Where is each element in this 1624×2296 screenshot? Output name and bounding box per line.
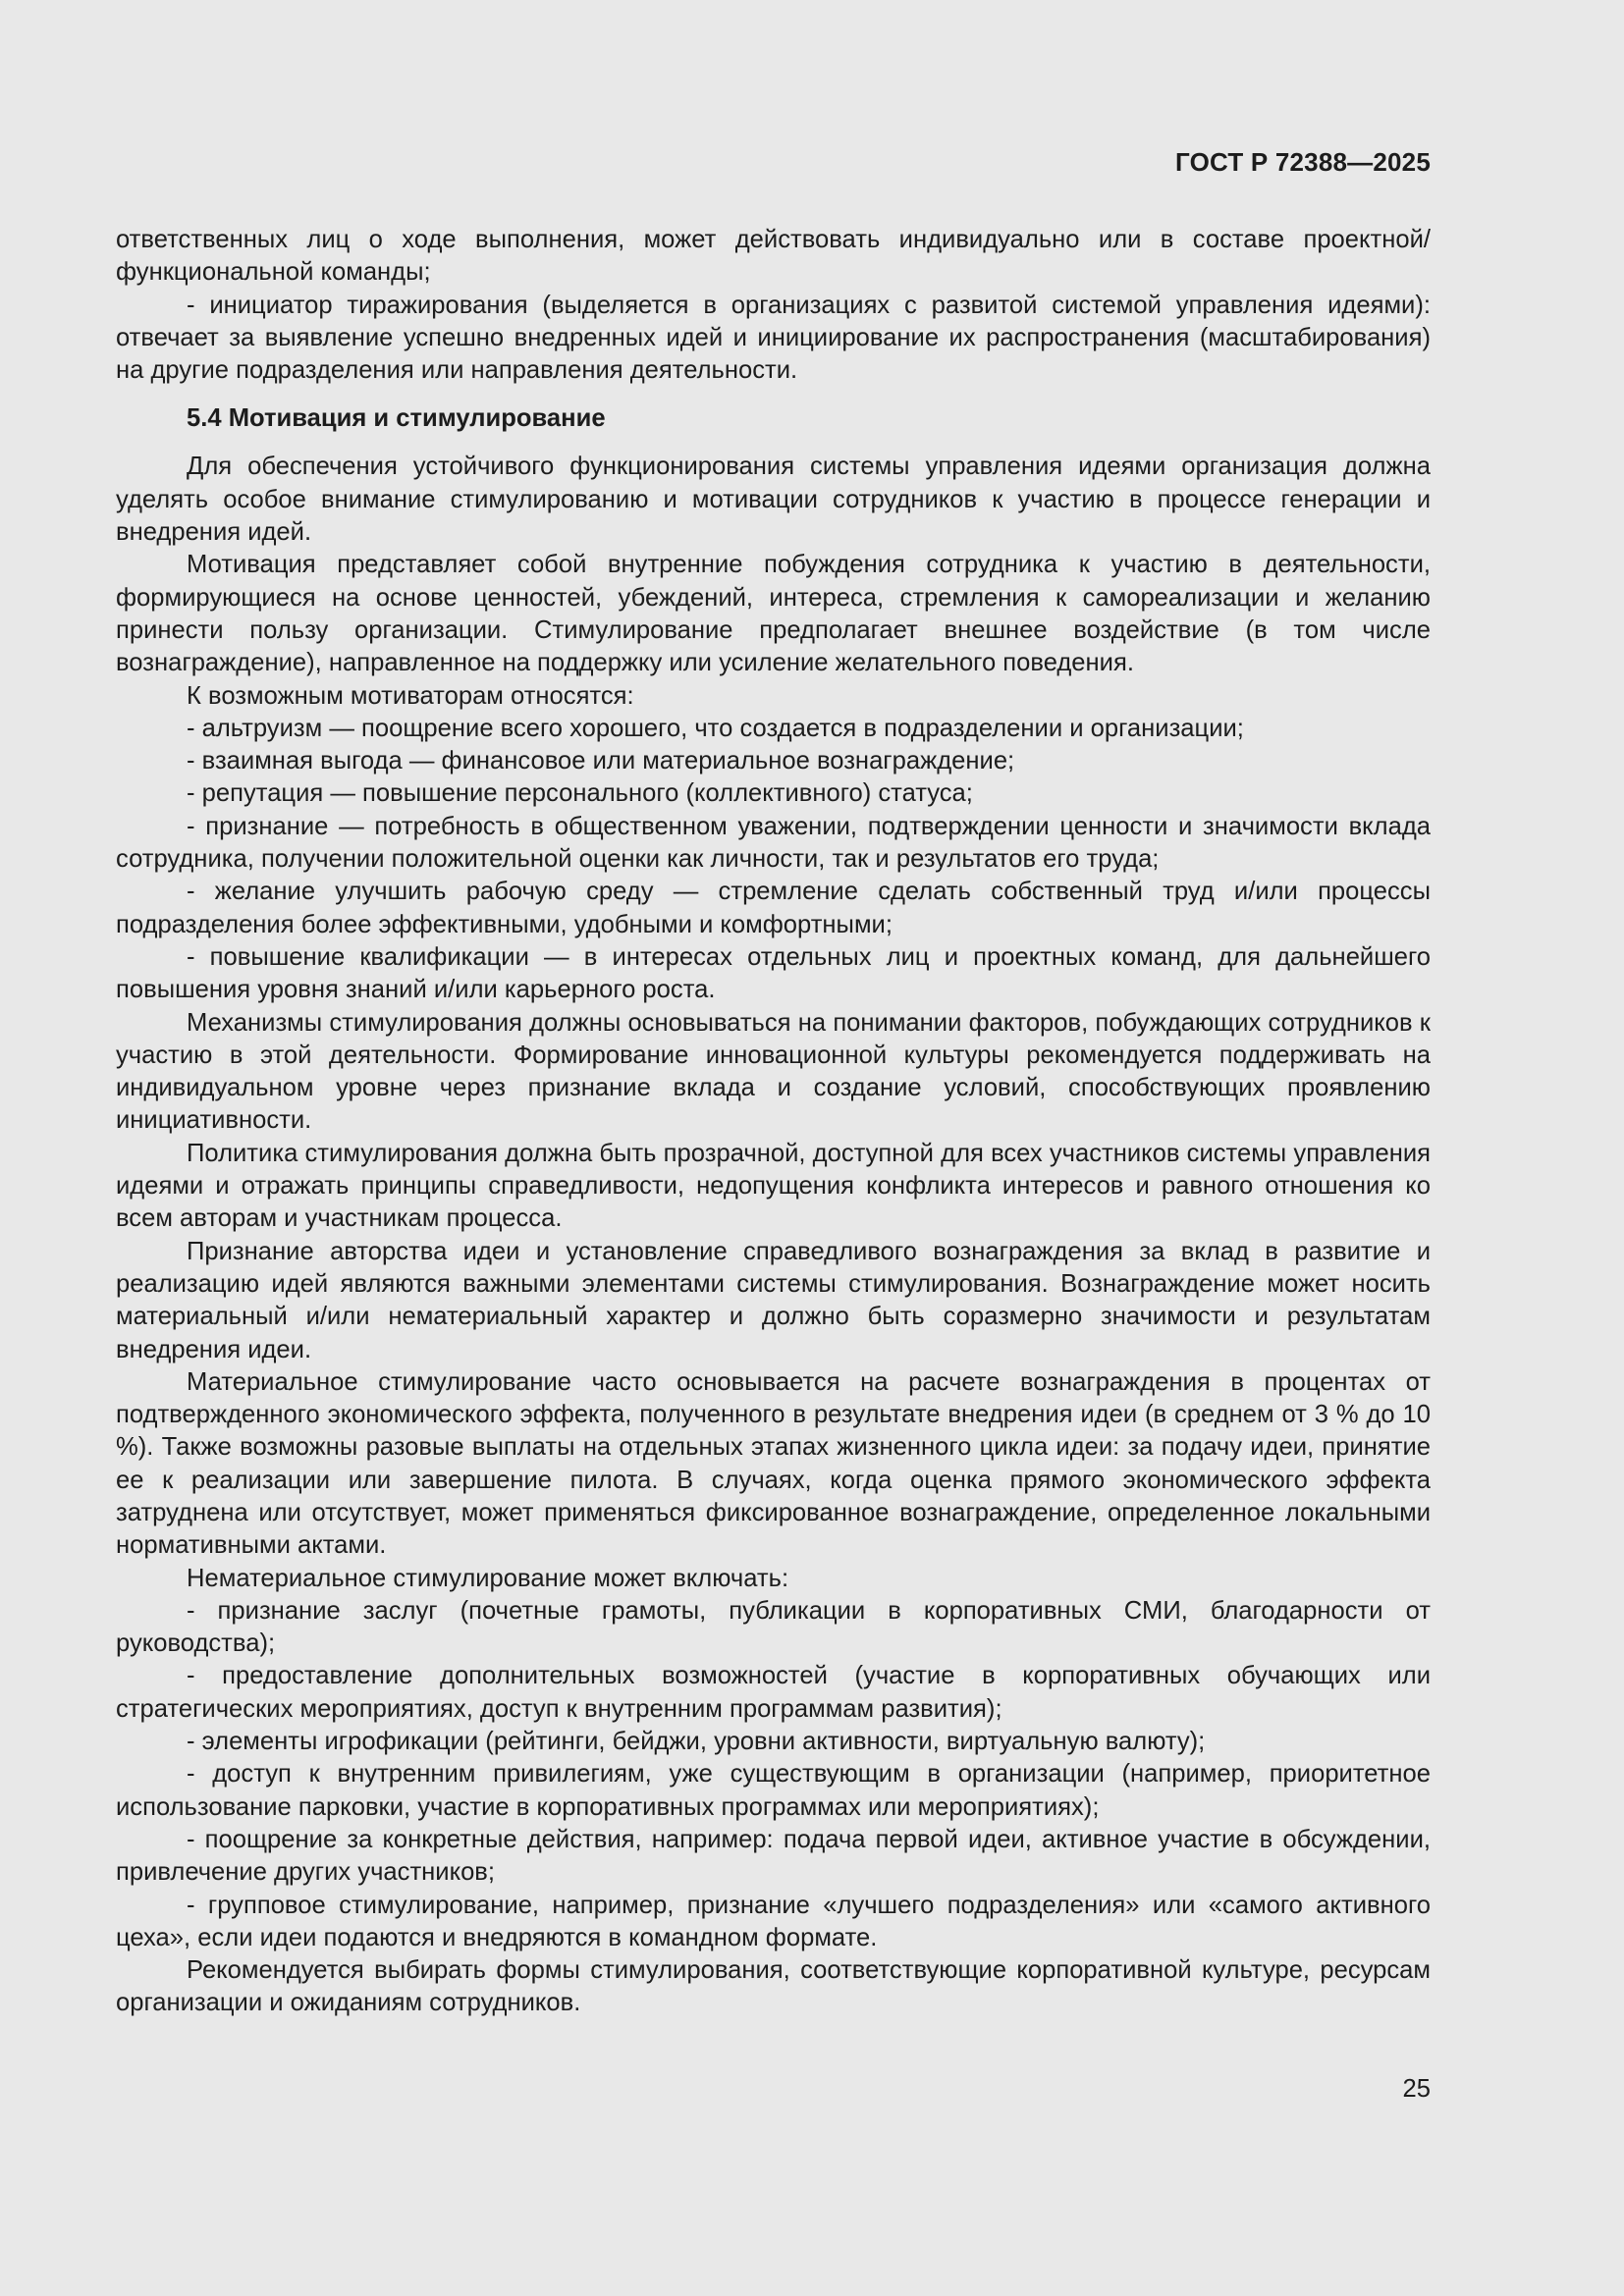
list-item: - признание заслуг (почетные грамоты, публикации в корпоративных СМИ, благодарности от руководства);: [116, 1596, 1431, 1658]
section-5-3-continuation: [116, 224, 1431, 387]
list-item: - альтруизм — поощрение всего хорошего, что создается в подразделении и организации;: [187, 714, 1244, 742]
list-item: - признание — потребность в общественном уважении, подтверждении ценности и значимости вклада сотрудника, получении положительной оценки как личности, так и результатов его труда;: [116, 812, 1431, 874]
paragraph: Нематериальное стимулирование может включать:: [187, 1564, 789, 1592]
paragraph: К возможным мотиваторам относятся:: [187, 681, 634, 710]
list-item: - инициатор тиражирования (выделяется в организациях с развитой системой управления идеями): отвечает за выявление успешно внедренных идей и инициирование их распространения (масштабирования) на другие подразделения или направления деятельности.: [116, 291, 1431, 385]
paragraph: Для обеспечения устойчивого функционирования системы управления идеями организация должна уделять особое внимание стимулированию и мотивации сотрудников к участию в процессе генерации и внедрения идей.: [116, 453, 1431, 547]
paragraph: Политика стимулирования должна быть прозрачной, доступной для всех участников системы управления идеями и отражать принципы справедливости, недопущения конфликта интересов и равного отношения ко всем авторам и участникам процесса.: [116, 1139, 1431, 1233]
list-item: - желание улучшить рабочую среду — стремление сделать собственный труд и/или процессы подразделения более эффективными, удобными и комфортными;: [116, 878, 1431, 938]
paragraph: Признание авторства идеи и установление справедливого вознаграждения за вклад в развитие и реализацию идей являются важными элементами системы стимулирования. Вознаграждение может носить материальный и/или нематериальный характер и должно быть соразмерно значимости и результатам внедрения идеи.: [116, 1237, 1431, 1363]
list-item: - доступ к внутренним привилегиям, уже существующим в организации (например, приоритетное использование парковки, участие в корпоративных программах или мероприятиях);: [116, 1760, 1431, 1821]
page-body: [116, 224, 1431, 2020]
list-item: - элементы игрофикации (рейтинги, бейджи, уровни активности, виртуальную валюту);: [187, 1728, 1206, 1756]
document-header-standard-code: ГОСТ Р 72388—2025: [1175, 147, 1431, 177]
section-5-4-body: [116, 451, 1431, 2019]
list-item: - повышение квалификации — в интересах отдельных лиц и проектных команд, для дальнейшего повышения уровня знаний и/или карьерного роста.: [116, 942, 1431, 1004]
paragraph: Рекомендуется выбирать формы стимулирования, соответствующие корпоративной культуре, ресурсам организации и ожиданиям сотрудников.: [116, 1956, 1431, 2017]
paragraph: Механизмы стимулирования должны основываться на понимании факторов, побуждающих сотрудников к участию в этой деятельности. Формирование инновационной культуры рекомендуется поддерживать на индивидуальном уровне через признание вклада и создание условий, способствующих проявлению инициативности.: [116, 1008, 1431, 1135]
paragraph: ответственных лиц о ходе выполнения, может действовать индивидуально или в составе проектной/функциональной команды;: [116, 226, 1431, 287]
page-number: 25: [1402, 2075, 1431, 2103]
list-item: - поощрение за конкретные действия, например: подача первой идеи, активное участие в обсуждении, привлечение других участников;: [116, 1825, 1431, 1887]
paragraph: Мотивация представляет собой внутренние побуждения сотрудника к участию в деятельности, формирующиеся на основе ценностей, убеждений, интереса, стремления к самореализации и желанию принести пользу организации. Стимулирование предполагает внешнее воздействие (в том числе вознаграждение), направленное на поддержку или усиление желательного поведения.: [116, 551, 1431, 677]
section-heading: 5.4 Мотивация и стимулирование: [187, 404, 606, 433]
paragraph: Материальное стимулирование часто основывается на расчете вознаграждения в процентах от подтвержденного экономического эффекта, полученного в результате внедрения идеи (в среднем от 3 % до 10 %). Также возможны разовые выплаты на отдельных этапах жизненного цикла идеи: за подачу идеи, принятие ее к реализации или завершение пилота. В случаях, когда оценка прямого экономического эффекта затруднена или отсутствует, может применяться фиксированное вознаграждение, определенное локальными нормативными актами.: [116, 1367, 1431, 1560]
list-item: - групповое стимулирование, например, признание «лучшего подразделения» или «самого активного цеха», если идеи подаются и внедряются в командном формате.: [116, 1891, 1431, 1951]
list-item: - взаимная выгода — финансовое или материальное вознаграждение;: [187, 747, 1015, 775]
list-item: - репутация — повышение персонального (коллективного) статуса;: [187, 779, 973, 808]
list-item: - предоставление дополнительных возможностей (участие в корпоративных обучающих или стратегических мероприятиях, доступ к внутренним программам развития);: [116, 1662, 1431, 1723]
